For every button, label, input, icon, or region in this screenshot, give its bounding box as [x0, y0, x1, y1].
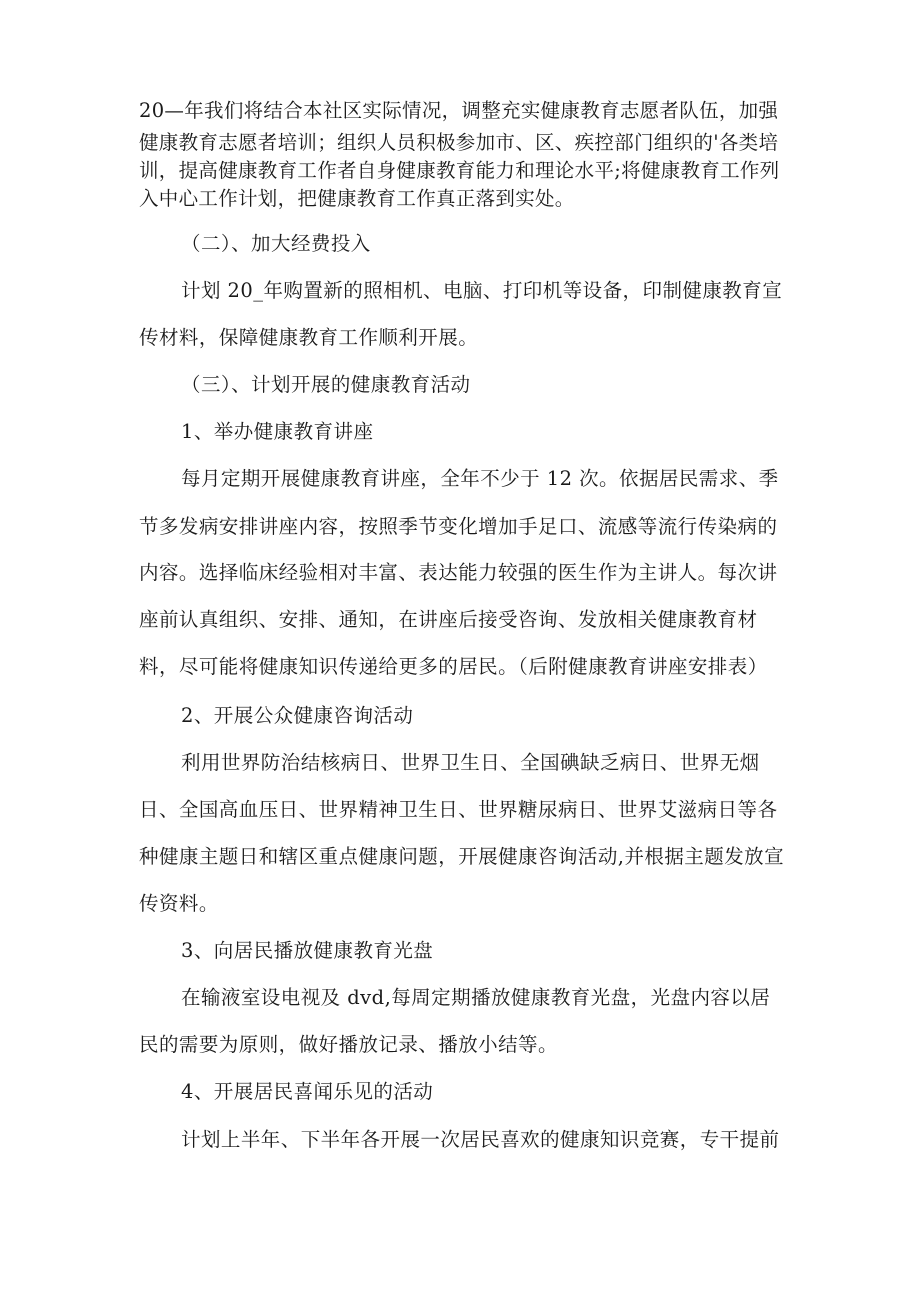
paragraph-line: 计划 20_年购置新的照相机、电脑、打印机等设备，印制健康教育宣 [181, 279, 783, 302]
paragraph-line: 计划上半年、下半年各开展一次居民喜欢的健康知识竞赛，专干提前 [181, 1128, 780, 1151]
paragraph-line: 入中心工作计划，把健康教育工作真正落到实处。 [139, 187, 575, 210]
paragraph-line: 利用世界防治结核病日、世界卫生日、全国碘缺乏病日、世界无烟 [181, 751, 760, 774]
paragraph-line: 种健康主题日和辖区重点健康问题，开展健康咨询活动,并根据主题发放宣 [139, 845, 785, 868]
section-heading: （二）、加大经费投入 [181, 232, 371, 255]
paragraph-line: 座前认真组织、安排、通知，在讲座后接受咨询、发放相关健康教育材 [139, 608, 758, 631]
subsection-heading: 4、开展居民喜闻乐见的活动 [181, 1080, 434, 1103]
paragraph-line: 在输液室设电视及 dvd,每周定期播放健康教育光盘，光盘内容以居 [181, 986, 771, 1009]
subsection-heading: 2、开展公众健康咨询活动 [181, 704, 414, 727]
paragraph-line: 民的需要为原则，做好播放记录、播放小结等。 [139, 1033, 558, 1056]
paragraph-line: 内容。选择临床经验相对丰富、表达能力较强的医生作为主讲人。每次讲 [139, 561, 778, 584]
subsection-heading: 1、举办健康教育讲座 [181, 420, 374, 443]
subsection-heading: 3、向居民播放健康教育光盘 [181, 939, 434, 962]
paragraph-line: 日、全国高血压日、世界精神卫生日、世界糖尿病日、世界艾滋病日等各 [139, 798, 778, 821]
paragraph-line: 节多发病安排讲座内容，按照季节变化增加手足口、流感等流行传染病的 [139, 515, 778, 538]
paragraph-line: 传资料。 [139, 892, 219, 915]
paragraph-line: 训，提高健康教育工作者自身健康教育能力和理论水平;将健康教育工作列 [139, 159, 780, 182]
paragraph-line: 健康教育志愿者培训；组织人员积极参加市、区、疾控部门组织的'各类培 [139, 131, 779, 154]
paragraph-line: 20—年我们将结合本社区实际情况，调整充实健康教育志愿者队伍，加强 [139, 99, 779, 122]
paragraph-line: 传材料，保障健康教育工作顺利开展。 [139, 326, 479, 349]
section-heading: （三）、计划开展的健康教育活动 [181, 373, 471, 396]
paragraph-line: 每月定期开展健康教育讲座，全年不少于 12 次。依据居民需求、季 [181, 467, 779, 490]
paragraph-line: 料，尽可能将健康知识传递给更多的居民。（后附健康教育讲座安排表） [139, 655, 768, 678]
